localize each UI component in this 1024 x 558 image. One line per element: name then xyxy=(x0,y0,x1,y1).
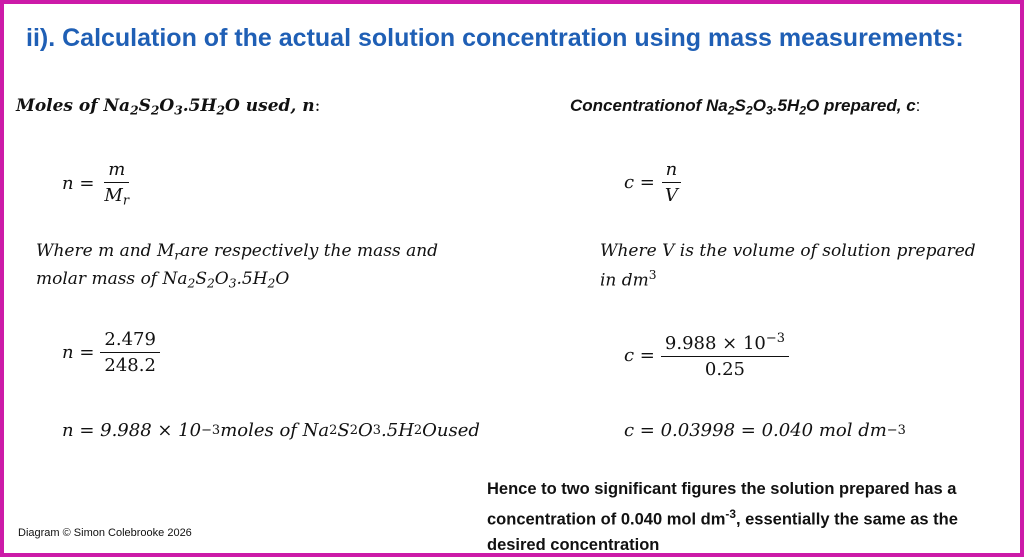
slide-title: ii). Calculation of the actual solution concentration using mass measurements: xyxy=(26,24,964,52)
fraction: $\frac{n}{V}$ xyxy=(661,159,682,206)
fraction: $\frac{m}{M_r}$ xyxy=(104,159,130,209)
right-equation-1: c = $\frac{n}{V}$ xyxy=(624,159,682,206)
left-header: Moles of $Na_2S_2O_3.5H_2O$ used, n: xyxy=(16,96,321,118)
left-equation-3: n = 9.988 × 10 −3 moles of Na 2 S 2 O 3 .5H 2 O used xyxy=(62,420,480,441)
right-header: Concentrationof $Na_2S_2O_3.5H_2O$ prepared, c: xyxy=(570,96,921,118)
fraction: $\frac{2.479}{248.2}$ xyxy=(100,329,160,376)
right-equation-2: c = $\frac{9.988 \times 10^{-3}}{0.25}$ xyxy=(624,331,789,380)
right-equation-3: c = 0.03998 = 0.040 mol dm −3 xyxy=(624,420,906,441)
left-equation-2: n = $\frac{2.479}{248.2}$ xyxy=(62,329,160,376)
left-where-text: Where m and $M_rare$ respectively the mass and molar mass of $Na_2S_2O_3.5H_2O$ xyxy=(36,241,439,291)
fraction: $\frac{9.988 \times 10^{-3}}{0.25}$ xyxy=(661,331,789,380)
left-equation-1: n = $\frac{m}{M_r}$ xyxy=(62,159,133,209)
conclusion-text: Hence to two significant figures the solution prepared has a concentration of 0.040 mol $dm^{-3}$, essentially the same as the desired concentration xyxy=(487,480,958,554)
diagram-credit: Diagram © Simon Colebrooke 2026 xyxy=(18,527,192,539)
right-where-text: Where V is the volume of solution prepared in $dm^3$ xyxy=(600,241,976,291)
